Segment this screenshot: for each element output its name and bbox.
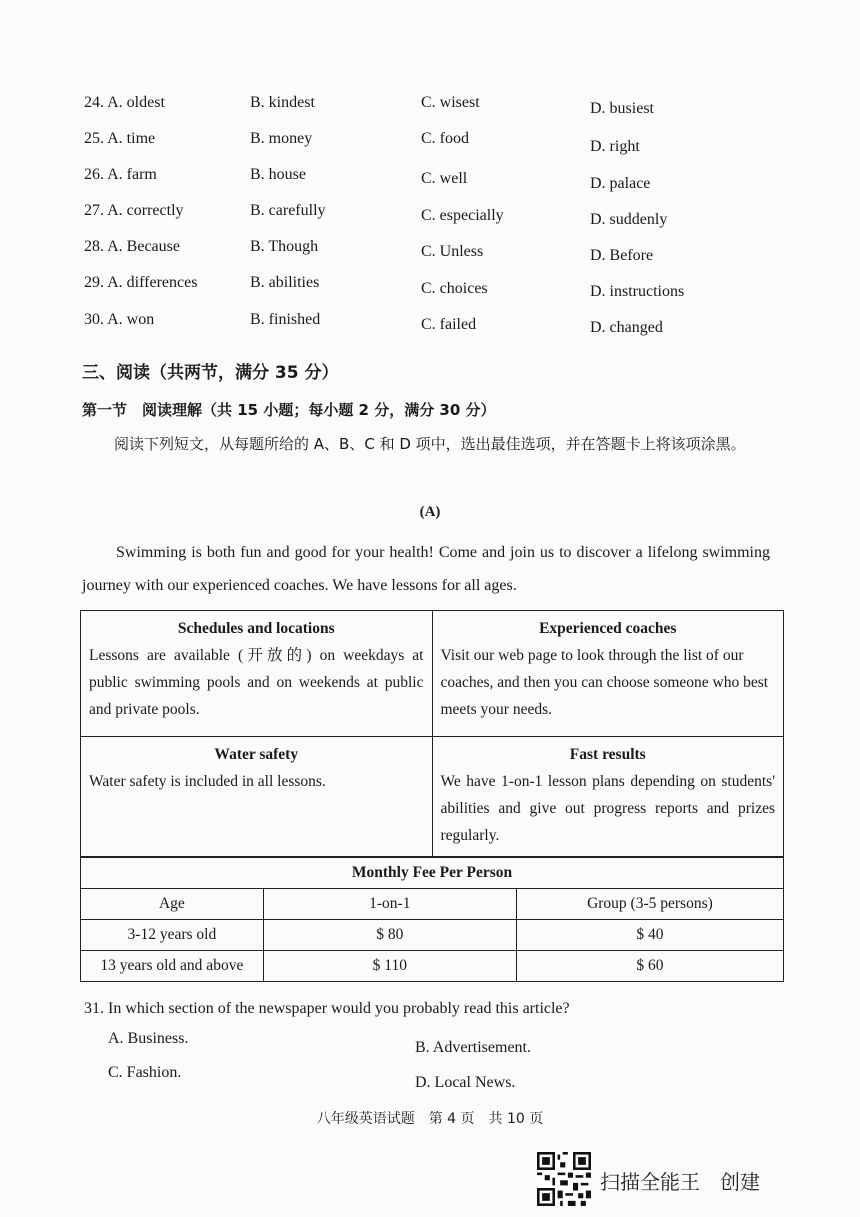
option-b: B. house: [250, 166, 306, 183]
option-a: 28. A. Because: [84, 238, 180, 255]
fee-header-1on1: 1-on-1: [263, 889, 516, 920]
coaches-title: Experienced coaches: [539, 620, 677, 637]
section-title: 三、阅读（共两节，满分 35 分）: [82, 363, 339, 383]
answer-c: C. Fashion.: [108, 1064, 182, 1081]
fee-table-title: Monthly Fee Per Person: [81, 858, 784, 889]
safety-cell: [81, 737, 433, 857]
option-a: 25. A. time: [84, 130, 156, 147]
fee-header-group: Group (3-5 persons): [516, 889, 783, 920]
fee-1on1-cell: $ 110: [263, 951, 516, 982]
fee-group-cell: $ 40: [516, 920, 783, 951]
instructions: 阅读下列短文，从每题所给的 A、B、C 和 D 项中，选出最佳选项，并在答题卡上将该项涂黑。: [114, 435, 746, 453]
scanner-watermark: 扫描全能王 创建: [600, 1170, 760, 1194]
passage-intro: Swimming is both fun and good for your health! Come and join us to discover a lifelong swimming journey with our experienced coaches. We have lessons for all ages.: [82, 544, 770, 594]
option-b: B. Though: [250, 238, 319, 255]
fee-table: [80, 857, 784, 982]
schedules-cell: [81, 611, 433, 737]
options-row: [0, 166, 860, 196]
schedules-text: Lessons are available (开放的) on weekdays at public swimming pools and on weekends at public and private pools.: [89, 647, 424, 718]
fee-age-cell: 3-12 years old: [81, 920, 264, 951]
option-d: D. instructions: [590, 283, 685, 300]
option-c: C. choices: [421, 280, 488, 297]
results-text: We have 1-on-1 lesson plans depending on students' abilities and give out progress reports and prizes regularly.: [440, 773, 775, 844]
fee-header-age: Age: [81, 889, 264, 920]
schedules-title: Schedules and locations: [177, 620, 335, 637]
option-b: B. abilities: [250, 274, 320, 291]
option-b: B. carefully: [250, 202, 326, 219]
table-row: [81, 920, 784, 951]
passage-label: (A): [419, 504, 441, 520]
answer-d: D. Local News.: [415, 1074, 516, 1091]
fee-1on1-cell: $ 80: [263, 920, 516, 951]
coaches-cell: [432, 611, 784, 737]
option-a: 26. A. farm: [84, 166, 157, 183]
results-title: Fast results: [569, 746, 646, 763]
question-text: 31. In which section of the newspaper would you probably read this article?: [84, 1000, 570, 1017]
safety-title: Water safety: [214, 746, 299, 763]
option-a: 29. A. differences: [84, 274, 198, 291]
answer-a: A. Business.: [108, 1030, 189, 1047]
option-c: C. failed: [421, 316, 477, 333]
option-d: D. palace: [590, 175, 651, 192]
results-cell: [432, 737, 784, 857]
option-b: B. money: [250, 130, 313, 147]
options-row: [0, 202, 860, 232]
option-d: D. right: [590, 138, 640, 155]
option-c: C. wisest: [421, 94, 480, 111]
option-d: D. busiest: [590, 100, 654, 117]
page-footer: 八年级英语试题 第 4 页 共 10 页: [316, 1111, 544, 1127]
options-row: [0, 130, 860, 160]
options-row: [0, 311, 860, 341]
fee-group-cell: $ 60: [516, 951, 783, 982]
option-d: D. Before: [590, 247, 654, 264]
coaches-text: Visit our web page to look through the list of our coaches, and then you can choose someone who best meets your needs.: [440, 647, 769, 718]
options-row: [0, 274, 860, 304]
table-row: [81, 951, 784, 982]
options-row: [0, 238, 860, 268]
option-b: B. kindest: [250, 94, 315, 111]
option-a: 30. A. won: [84, 311, 155, 328]
option-a: 27. A. correctly: [84, 202, 184, 219]
safety-text: Water safety is included in all lessons.: [89, 773, 326, 790]
fee-age-cell: 13 years old and above: [81, 951, 264, 982]
answer-b: B. Advertisement.: [415, 1039, 531, 1056]
info-table: [80, 610, 784, 857]
option-c: C. Unless: [421, 243, 484, 260]
option-b: B. finished: [250, 311, 321, 328]
option-c: C. food: [421, 130, 469, 147]
option-d: D. changed: [590, 319, 663, 336]
option-a: 24. A. oldest: [84, 94, 165, 111]
option-d: D. suddenly: [590, 211, 668, 228]
qr-code-icon: [537, 1152, 591, 1206]
option-c: C. well: [421, 170, 468, 187]
option-c: C. especially: [421, 207, 504, 224]
options-row: [0, 94, 860, 124]
section-subtitle: 第一节 阅读理解（共 15 小题；每小题 2 分，满分 30 分）: [82, 401, 496, 419]
